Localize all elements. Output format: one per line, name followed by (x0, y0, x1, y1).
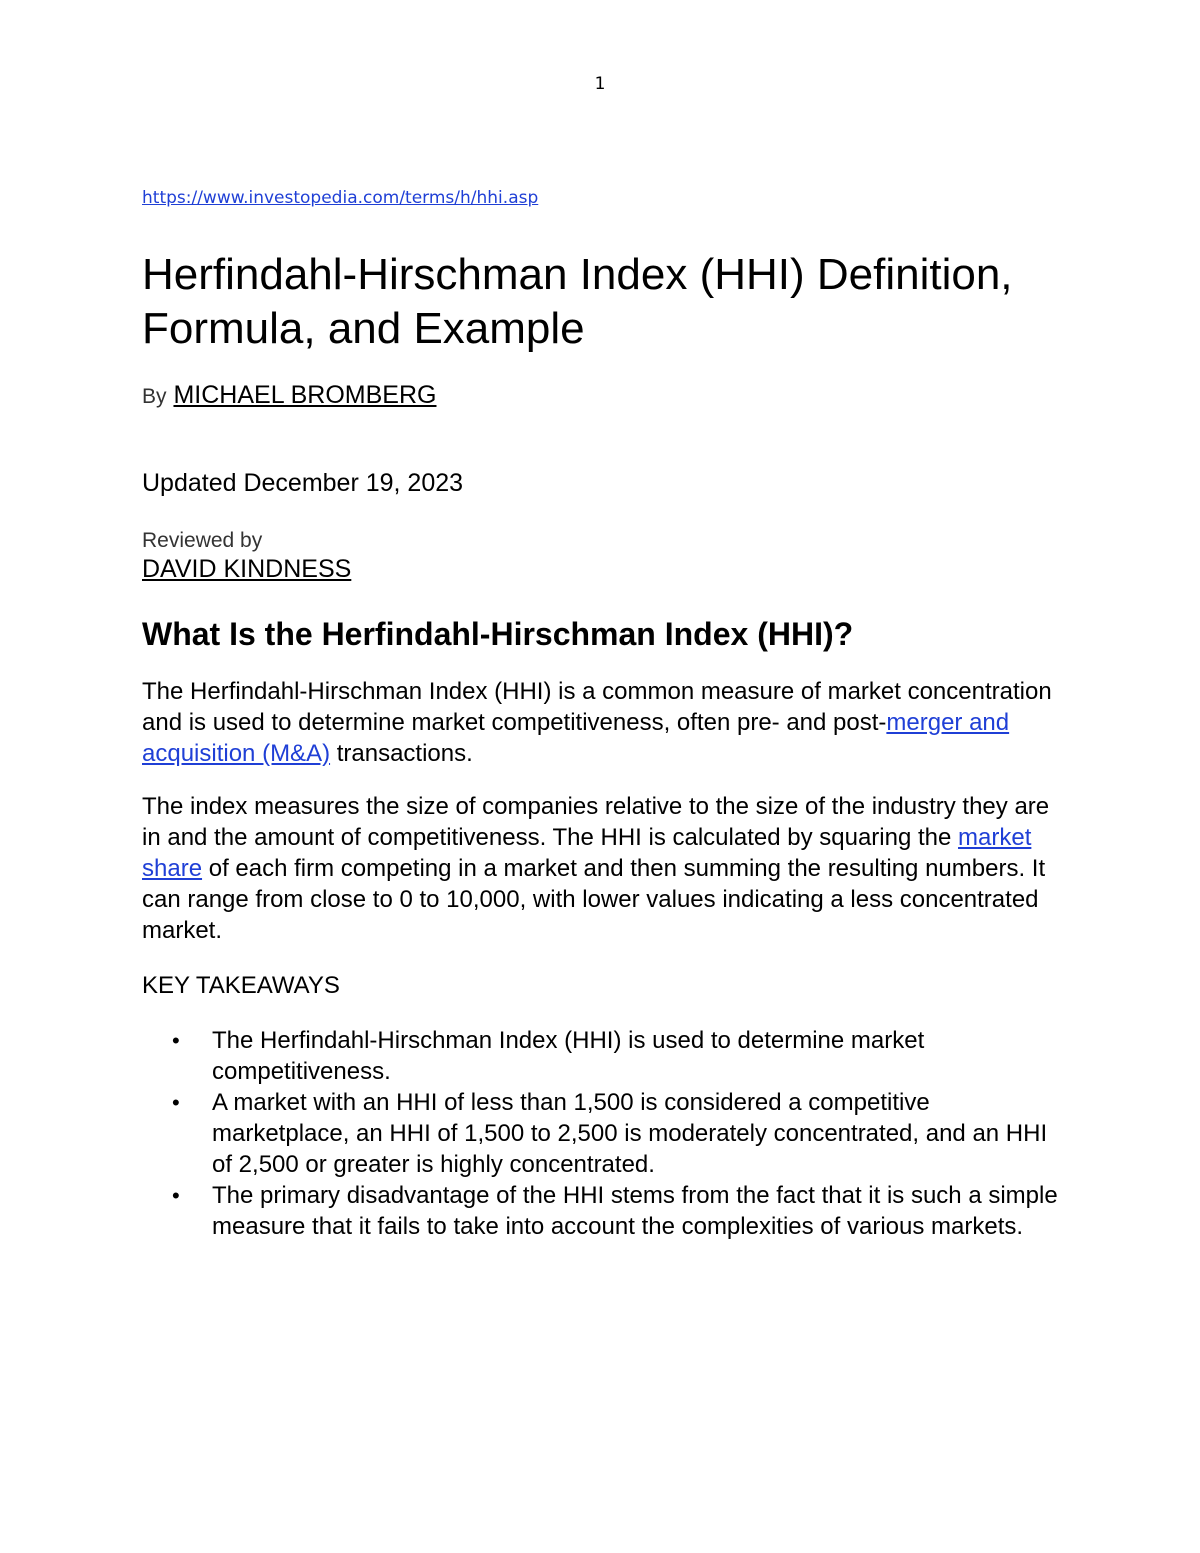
paragraph-text: The Herfindahl-Hirschman Index (HHI) is a common measure of market concentration and is used to determine market competitiveness, often pre- and post- (142, 678, 1052, 736)
page-number: 1 (594, 74, 606, 94)
article-title: Herfindahl-Hirschman Index (HHI) Definition, Formula, and Example (142, 250, 1013, 353)
list-item-text: A market with an HHI of less than 1,500 is considered a competitive marketplace, an HHI of 1,500 to 2,500 is moderately concentrated, and an HHI of 2,500 or greater is highly concentrated. (212, 1089, 1048, 1178)
byline (142, 380, 1062, 412)
list-item (142, 1087, 1062, 1180)
reviewer-link[interactable]: DAVID KINDNESS (142, 555, 352, 583)
paragraph-text: The index measures the size of companies relative to the size of the industry they are in and the amount of competitiveness. The HHI is calculated by squaring the (142, 793, 1050, 851)
list-item-text: The primary disadvantage of the HHI stems from the fact that it is such a simple measure that it fails to take into account the complexities of various markets. (212, 1182, 1058, 1240)
section-heading: What Is the Herfindahl-Hirschman Index (HHI)? (142, 616, 854, 652)
bullet-icon: • (172, 1183, 180, 1208)
updated-date: Updated December 19, 2023 (142, 469, 464, 497)
author-link[interactable]: MICHAEL BROMBERG (173, 381, 437, 409)
document-body (142, 188, 1062, 1242)
by-label: By (142, 385, 167, 408)
market-share-link[interactable]: market share (142, 824, 1032, 882)
paragraph-text: of each firm competing in a market and then summing the resulting numbers. It can range from close to 0 to 10,000, with lower values indicating a less concentrated market. (142, 855, 1046, 944)
list-item (142, 1180, 1062, 1242)
key-takeaways-list (142, 1025, 1062, 1242)
bullet-icon: • (172, 1090, 180, 1115)
key-takeaways-label: KEY TAKEAWAYS (142, 972, 340, 999)
source-url-link[interactable]: https://www.investopedia.com/terms/h/hhi.asp (142, 188, 539, 208)
list-item (142, 1025, 1062, 1087)
paragraph-text: transactions. (330, 740, 473, 767)
paragraph-calculation (142, 791, 1062, 946)
paragraph-definition (142, 676, 1062, 769)
bullet-icon: • (172, 1028, 180, 1053)
reviewed-by-label: Reviewed by (142, 529, 263, 552)
merger-acquisition-link[interactable]: merger and acquisition (M&A) (142, 709, 1010, 767)
list-item-text: The Herfindahl-Hirschman Index (HHI) is used to determine market competitiveness. (212, 1027, 925, 1085)
